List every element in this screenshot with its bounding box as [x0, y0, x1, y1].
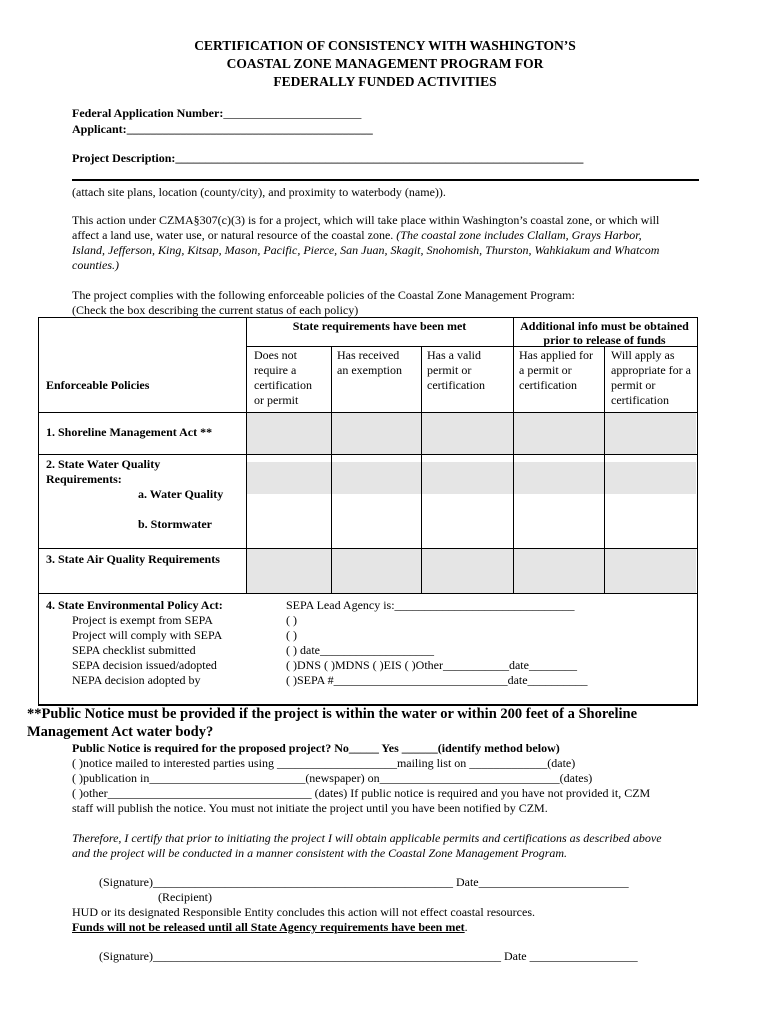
sepa-item-decision: SEPA decision issued/adopted — [72, 658, 217, 672]
col5-l2: appropriate for a — [611, 363, 691, 377]
row1-cell-no-cert[interactable] — [247, 413, 331, 454]
col2-l2: an exemption — [337, 363, 402, 377]
row-stormwater-b: b. Stormwater — [138, 517, 212, 531]
project-description-label: Project Description: — [72, 151, 176, 165]
col4-l3: certification — [519, 378, 577, 392]
attach-note: (attach site plans, location (county/city), and proximity to waterbody (name)). — [72, 185, 446, 199]
funds-statement — [72, 920, 468, 935]
intro-line-4: counties.) — [72, 258, 119, 272]
row1-bottom-rule — [38, 454, 697, 455]
group-header-met: State requirements have been met — [292, 319, 467, 333]
recipient-signature-line[interactable]: (Signature)__________________________________________________ Date_________________________ — [99, 875, 629, 889]
recipient-label: (Recipient) — [158, 890, 212, 904]
certify-line-2: and the project will be conducted in a manner consistent with the Coastal Zone Management Program. — [72, 846, 568, 860]
row-water-quality-a: a. Water Quality — [138, 487, 224, 501]
col3-l2: permit or — [427, 363, 472, 377]
col-divider-2 — [331, 346, 332, 593]
col3-l1: Has a valid — [427, 348, 481, 362]
sepa-comply-checkbox[interactable]: ( ) — [286, 628, 297, 642]
col1-l1: Does not — [254, 348, 297, 362]
col-header-enforceable-policies: Enforceable Policies — [46, 378, 150, 392]
col-divider-3 — [421, 346, 422, 593]
complies-line-2: (Check the box describing the current status of each policy) — [72, 303, 359, 317]
row1-cell-will-apply[interactable] — [605, 413, 696, 454]
col5-l1: Will apply as — [611, 348, 675, 362]
federal-application-label: Federal Application Number: — [72, 106, 224, 120]
title-line-3: FEDERALLY FUNDED ACTIVITIES — [273, 74, 497, 89]
col5-l4: certification — [611, 393, 669, 407]
intro-line-3: Island, Jefferson, King, Kitsap, Mason, Pacific, Pierce, San Juan, Skagit, Snohomish, Thurston, Wahkiakum and Whatcom — [72, 243, 660, 257]
sepa-right-column — [286, 598, 588, 688]
col1-l3: certification — [254, 378, 312, 392]
col-divider-1 — [246, 317, 247, 593]
project-description-rule — [72, 179, 699, 181]
intro-line-2 — [72, 228, 642, 243]
col-header-exemption — [337, 348, 421, 378]
title-line-1: CERTIFICATION OF CONSISTENCY WITH WASHINGTON’S — [194, 38, 576, 53]
col2-l1: Has received — [337, 348, 400, 362]
public-notice-czm-note: staff will publish the notice. You must not initiate the project until you have been notified by CZM. — [72, 801, 548, 815]
col4-l1: Has applied for — [519, 348, 593, 362]
federal-application-field[interactable]: _______________________ — [223, 106, 362, 120]
sepa-lead-agency-field[interactable]: SEPA Lead Agency is:______________________________ — [286, 598, 575, 612]
public-notice-heading-2: Management Act water body? — [27, 724, 214, 740]
nepa-item-decision: NEPA decision adopted by — [72, 673, 201, 687]
sepa-checklist-date-field[interactable]: ( ) date___________________ — [286, 643, 434, 657]
public-notice-option-other[interactable]: ( )other__________________________________ (dates) If public notice is required and you have not provided it, CZM — [72, 786, 651, 800]
col-divider-4 — [513, 317, 514, 593]
col4-l2: a permit or — [519, 363, 572, 377]
col-header-valid-permit — [427, 348, 513, 393]
sepa-items — [72, 613, 222, 688]
row2-bottom-rule — [38, 548, 697, 549]
project-description-field[interactable]: ____________________________________________________________________ — [175, 151, 584, 165]
hud-signature-line[interactable]: (Signature)__________________________________________________________ Date __________________ — [99, 949, 638, 963]
hud-statement: HUD or its designated Responsible Entity concludes this action will not effect coastal resources. — [72, 905, 536, 919]
title-line-2: COASTAL ZONE MANAGEMENT PROGRAM FOR — [226, 56, 544, 71]
public-notice-option-publication[interactable]: ( )publication in__________________________(newspaper) on______________________________(dates) — [72, 771, 593, 785]
certify-line-1: Therefore, I certify that prior to initiating the project I will obtain applicable permits and certifications as described above — [72, 831, 662, 845]
coastal-zone-note: (The coastal zone includes Clallam, Grays Harbor, — [396, 228, 642, 242]
complies-line-1: The project complies with the following enforceable policies of the Coastal Zone Management Program: — [72, 288, 575, 302]
project-description — [72, 151, 583, 166]
nepa-sepa-number-field[interactable]: ( )SEPA #_____________________________date__________ — [286, 673, 588, 687]
col-header-applied — [519, 348, 605, 393]
col1-l2: require a — [254, 363, 297, 377]
funds-period: . — [464, 920, 468, 934]
public-notice-option-mailed[interactable]: ( )notice mailed to interested parties using ____________________mailing list on _____________(date) — [72, 756, 576, 770]
row3-bottom-rule — [38, 593, 697, 594]
sepa-exempt-checkbox[interactable]: ( ) — [286, 613, 297, 627]
group-header-additional-l1: Additional info must be obtained — [520, 319, 689, 333]
row-water-quality-l2: Requirements: — [46, 472, 122, 486]
applicant-field[interactable]: _________________________________________ — [126, 122, 373, 136]
public-notice-heading-1: **Public Notice must be provided if the project is within the water or within 200 feet of a Shoreline — [27, 706, 638, 722]
intro-line-1: This action under CZMA§307(c)(3) is for a project, which will take place within Washington’s coastal zone, or which will — [72, 213, 660, 227]
sepa-item-comply: Project will comply with SEPA — [72, 628, 223, 642]
row-shoreline-management: 1. Shoreline Management Act ** — [46, 425, 213, 439]
row1-cell-applied[interactable] — [514, 413, 604, 454]
applicant-label: Applicant: — [72, 122, 127, 136]
col-header-no-cert — [254, 348, 330, 408]
col3-l3: certification — [427, 378, 485, 392]
sepa-item-exempt: Project is exempt from SEPA — [72, 613, 213, 627]
group-header-additional-l2: prior to release of funds — [543, 333, 666, 347]
applicant — [72, 122, 373, 137]
row-air-quality: 3. State Air Quality Requirements — [46, 552, 220, 566]
row1-cell-exemption[interactable] — [332, 413, 421, 454]
row1-cell-valid-permit[interactable] — [422, 413, 513, 454]
col-header-will-apply — [611, 348, 697, 408]
intro-line-2-text: affect a land use, water use, or natural resource of the coastal zone. — [72, 228, 397, 242]
federal-application-number — [72, 106, 361, 121]
row-sepa-title: 4. State Environmental Policy Act: — [46, 598, 223, 612]
public-notice-required[interactable]: Public Notice is required for the proposed project? No_____ Yes ______(identify method below) — [72, 741, 560, 755]
col5-l3: permit or — [611, 378, 656, 392]
row-water-quality-l1: 2. State Water Quality — [46, 457, 161, 471]
col1-l4: or permit — [254, 393, 299, 407]
funds-release-warning: Funds will not be released until all State Agency requirements have been met — [72, 920, 465, 934]
sepa-decision-options[interactable]: ( )DNS ( )MDNS ( )EIS ( )Other___________date________ — [286, 658, 577, 672]
sepa-item-checklist: SEPA checklist submitted — [72, 643, 196, 657]
